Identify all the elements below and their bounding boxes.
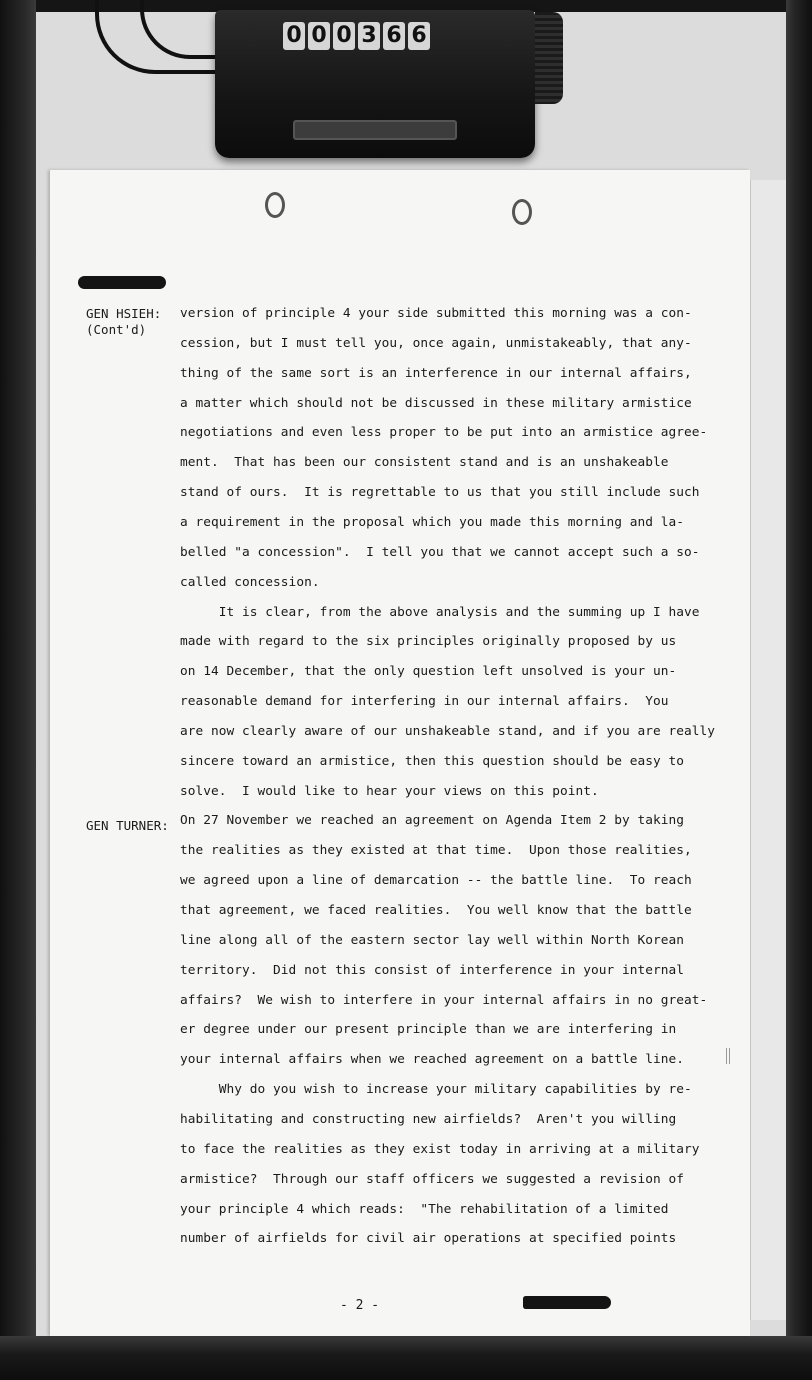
counter-digit: 0: [308, 22, 330, 50]
document-line: a requirement in the proposal which you made this morning and la-: [180, 515, 685, 530]
document-line: number of airfields for civil air operations at specified points: [180, 1231, 677, 1246]
document-line: called concession.: [180, 575, 320, 590]
document-line: solve. I would like to hear your views on this point.: [180, 784, 599, 799]
document-line: we agreed upon a line of demarcation -- the battle line. To reach: [180, 873, 692, 888]
frame-counter: [283, 22, 430, 50]
document-line: version of principle 4 your side submitted this morning was a con-: [180, 306, 692, 321]
punch-hole: [512, 199, 532, 225]
document-line: your principle 4 which reads: "The rehabilitation of a limited: [180, 1202, 669, 1217]
document-line: your internal affairs when we reached agreement on a battle line.: [180, 1052, 685, 1067]
document-line: line along all of the eastern sector lay well within North Korean: [180, 933, 685, 948]
document-line: stand of ours. It is regrettable to us that you still include such: [180, 485, 700, 500]
speaker-label: GEN HSIEH:: [86, 306, 162, 321]
counter-digit: 0: [333, 22, 355, 50]
document-line: are now clearly aware of our unshakeable stand, and if you are really: [180, 724, 716, 739]
counter-digit: 3: [358, 22, 380, 50]
back-sheet-edge: [750, 180, 787, 1320]
document-line: It is clear, from the above analysis and the summing up I have: [180, 605, 700, 620]
document-line: negotiations and even less proper to be put into an armistice agree-: [180, 425, 708, 440]
document-line: Why do you wish to increase your military capabilities by re-: [180, 1082, 692, 1097]
document-line: armistice? Through our staff officers we suggested a revision of: [180, 1172, 685, 1187]
document-line: thing of the same sort is an interference in our internal affairs,: [180, 366, 692, 381]
speaker-continued-note: (Cont'd): [86, 322, 147, 337]
document-line: On 27 November we reached an agreement on Agenda Item 2 by taking: [180, 813, 685, 828]
counter-knob: [535, 12, 563, 104]
counter-digit: 0: [283, 22, 305, 50]
document-line: cession, but I must tell you, once again, unmistakeably, that any-: [180, 336, 692, 351]
counter-digit: 6: [408, 22, 430, 50]
document-line: on 14 December, that the only question left unsolved is your un-: [180, 664, 677, 679]
document-line: made with regard to the six principles originally proposed by us: [180, 634, 677, 649]
redaction-mark: [523, 1296, 611, 1309]
document-line: affairs? We wish to interfere in your internal affairs in no great-: [180, 993, 708, 1008]
document-line: habilitating and constructing new airfields? Aren't you willing: [180, 1112, 677, 1127]
frame-bottom: [0, 1336, 812, 1380]
document-line: er degree under our present principle than we are interfering in: [180, 1022, 677, 1037]
punch-hole: [265, 192, 285, 218]
document-line: a matter which should not be discussed in these military armistice: [180, 396, 692, 411]
document-line: belled "a concession". I tell you that we cannot accept such a so-: [180, 545, 700, 560]
document-line: the realities as they existed at that time. Upon those realities,: [180, 843, 692, 858]
counter-digit: 6: [383, 22, 405, 50]
redaction-mark: [78, 276, 166, 289]
speaker-label: GEN TURNER:: [86, 818, 169, 833]
document-line: reasonable demand for interfering in our internal affairs. You: [180, 694, 669, 709]
margin-mark: [726, 1048, 730, 1064]
document-line: that agreement, we faced realities. You well know that the battle: [180, 903, 692, 918]
document-line: ment. That has been our consistent stand and is an unshakeable: [180, 455, 669, 470]
document-line: to face the realities as they exist today in arriving at a military: [180, 1142, 700, 1157]
document-line: sincere toward an armistice, then this question should be easy to: [180, 754, 685, 769]
document-line: territory. Did not this consist of interference in your internal: [180, 963, 685, 978]
frame-right: [786, 0, 812, 1380]
counter-slot: [293, 120, 457, 140]
page-number: - 2 -: [340, 1298, 380, 1313]
frame-left: [0, 0, 36, 1380]
